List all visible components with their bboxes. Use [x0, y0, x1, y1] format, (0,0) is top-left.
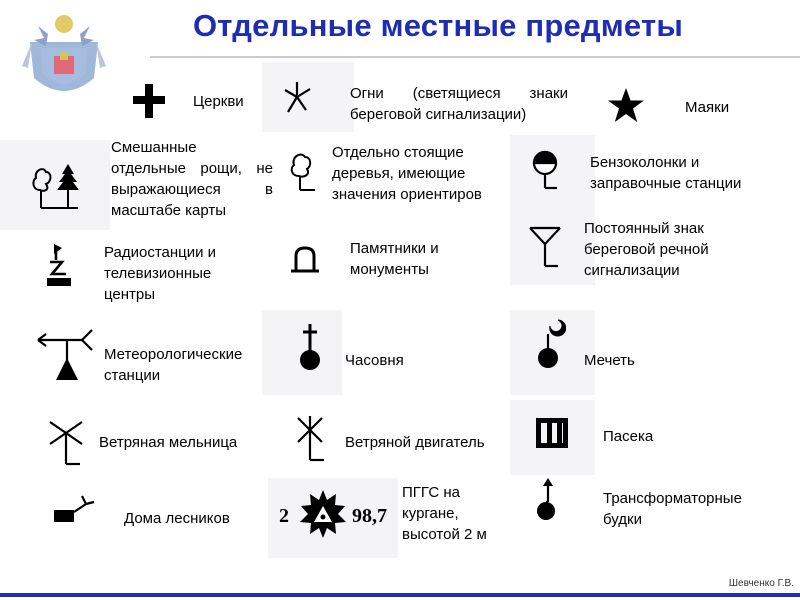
- footer-bar: [0, 593, 800, 597]
- label-chapel: Часовня: [345, 352, 404, 369]
- gas-station-icon: [527, 150, 563, 194]
- label-apiary: Пасека: [603, 428, 654, 445]
- label-trees: Отдельно стоящие деревья, имеющие значения ориентиров: [332, 144, 482, 203]
- star-lighthouse-icon: [606, 86, 646, 126]
- label-river-sign: Постоянный знак береговой речной сигнализации: [584, 220, 709, 279]
- lone-tree-icon: [287, 148, 319, 194]
- page-title: Отдельные местные предметы: [192, 8, 684, 43]
- label-weather: Метеорологические станции: [104, 346, 243, 384]
- monument-icon: [287, 240, 323, 280]
- label-gas-stations: Бензоколонки и заправочные станции: [590, 154, 742, 192]
- forester-house-icon: [50, 494, 96, 530]
- church-icon: [128, 82, 170, 120]
- label-radio: Радиостанции и телевизионные центры: [104, 244, 217, 303]
- label-lighthouses: Маяки: [685, 99, 730, 116]
- river-signal-icon: [526, 224, 566, 270]
- label-forester: Дома лесников: [124, 510, 230, 527]
- wind-engine-icon: [294, 414, 330, 464]
- label-groves: Смешанные отдельные рощи, не выражающиеся в масштабе карты: [111, 139, 273, 219]
- label-transformer: Трансформаторные будки: [603, 490, 742, 528]
- pggs-left-number: 2: [279, 505, 289, 527]
- label-windmill: Ветряная мельница: [99, 434, 238, 451]
- weather-station-icon: [34, 324, 96, 384]
- grove-icon: [26, 160, 84, 212]
- label-lights: Огни (светящиеся знаки береговой сигнализации): [350, 85, 568, 123]
- label-churches: Церкви: [193, 93, 244, 110]
- author-credit: Шевченко Г.В.: [728, 578, 794, 589]
- pggs-right-number: 98,7: [352, 505, 387, 527]
- apiary-icon: [533, 415, 571, 451]
- windmill-icon: [46, 418, 86, 468]
- label-pggs: ПГГС на кургане, высотой 2 м: [402, 484, 487, 543]
- title-divider: [150, 56, 800, 58]
- transformer-icon: [530, 476, 562, 526]
- label-monuments: Памятники и монументы: [350, 240, 439, 278]
- label-wind-engine: Ветряной двигатель: [345, 434, 485, 451]
- radio-station-icon: [44, 244, 78, 290]
- chapel-icon: [294, 322, 326, 374]
- police-emblem-logo: [18, 8, 110, 104]
- label-mosque: Мечеть: [584, 352, 635, 369]
- mosque-icon: [530, 318, 566, 372]
- pggs-triangle-icon: [298, 488, 348, 542]
- light-signal-icon: [280, 80, 314, 114]
